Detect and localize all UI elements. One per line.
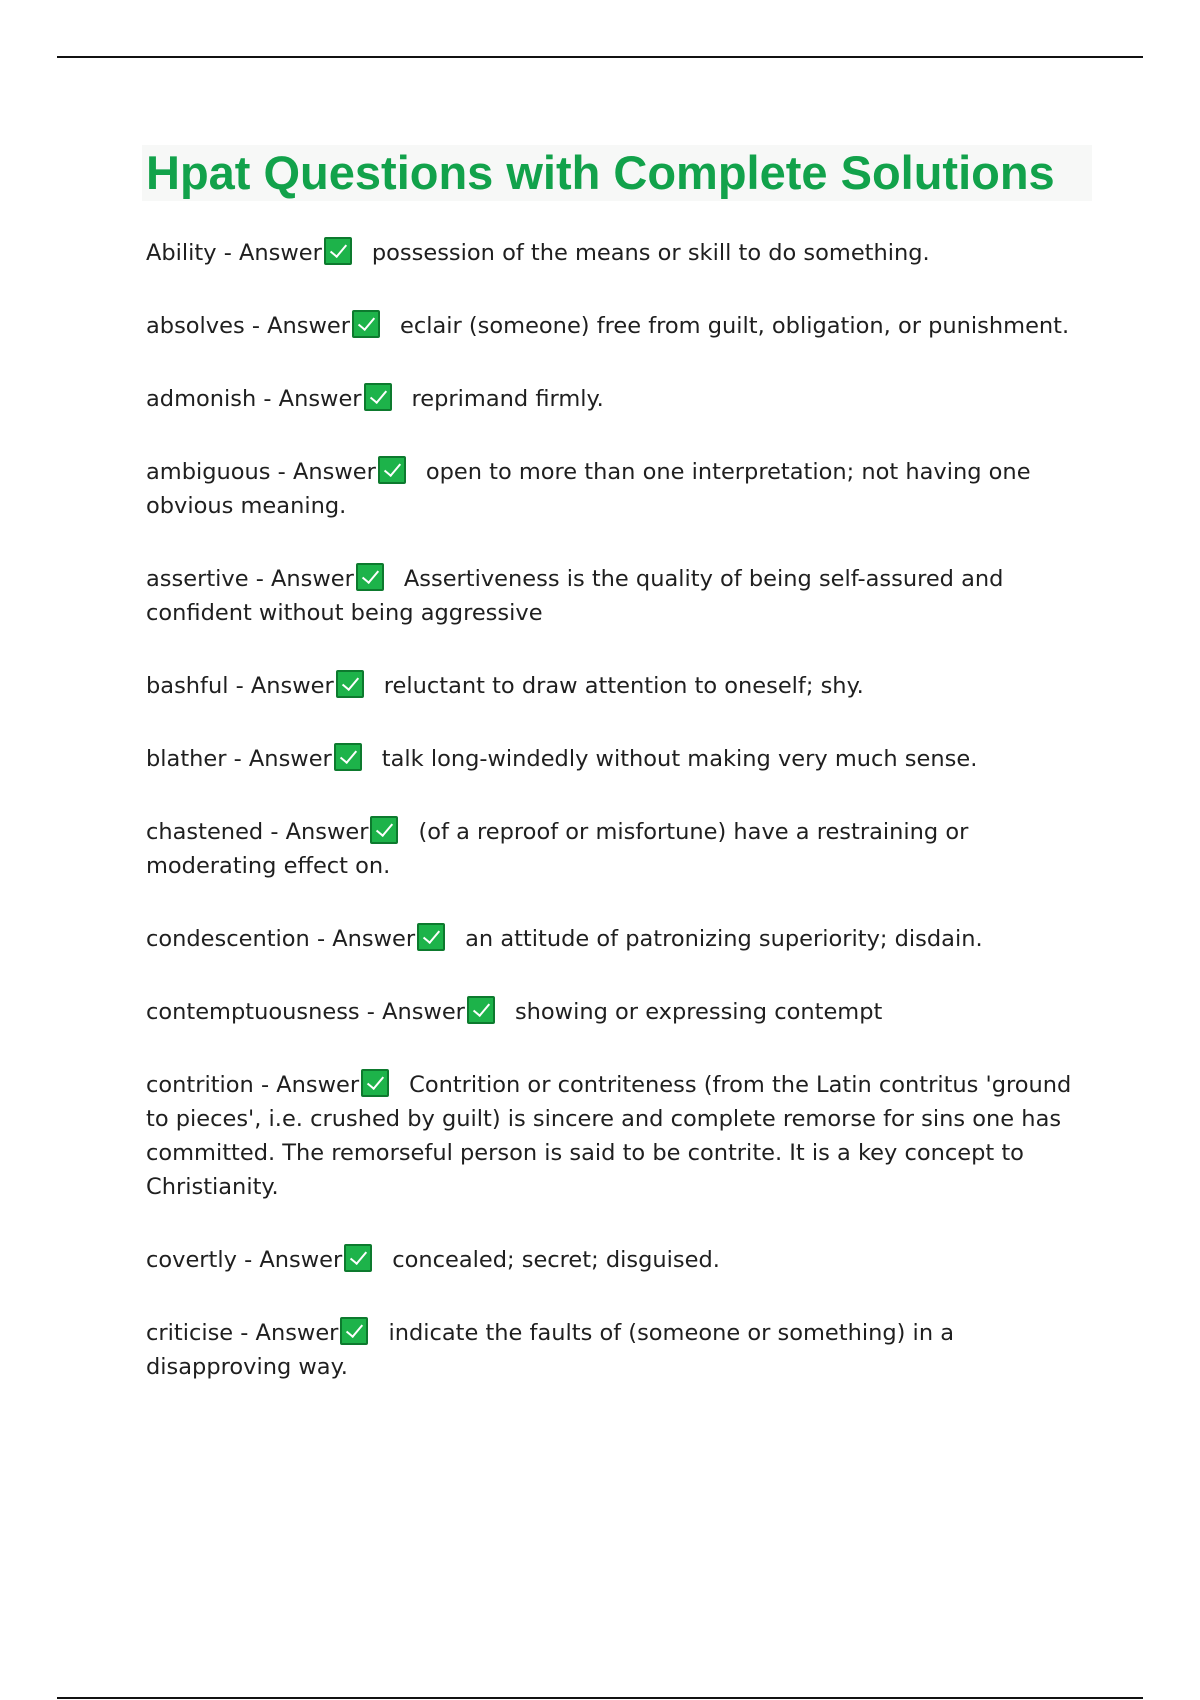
term-label: chastened - Answer (146, 819, 369, 845)
qa-entry (146, 922, 1096, 956)
check-icon (361, 1069, 389, 1097)
qa-entry (146, 1243, 1096, 1277)
term-label: ambiguous - Answer (146, 459, 376, 485)
check-icon (356, 563, 384, 591)
page-title: Hpat Questions with Complete Solutions (146, 146, 1055, 199)
term-label: covertly - Answer (146, 1247, 343, 1273)
term-label: Ability - Answer (146, 240, 322, 266)
check-icon (467, 996, 495, 1024)
term-label: criticise - Answer (146, 1320, 339, 1346)
qa-entry (146, 815, 1096, 883)
qa-entry (146, 455, 1096, 523)
definition: showing or expressing contempt (514, 999, 883, 1025)
definition: talk long-windedly without making very much sense. (381, 746, 978, 772)
qa-entry (146, 1316, 1096, 1384)
bottom-rule (57, 1697, 1143, 1699)
definition: reluctant to draw attention to oneself; shy. (383, 673, 864, 699)
check-icon (344, 1244, 372, 1272)
title-banner (142, 145, 1092, 201)
check-icon (417, 923, 445, 951)
qa-entry (146, 995, 1096, 1029)
qa-entry (146, 669, 1096, 703)
qa-entry (146, 309, 1096, 343)
check-icon (352, 310, 380, 338)
definition: Contrition or contriteness (from the Latin contritus 'ground to pieces', i.e. crushed by guilt) is sincere and complete remorse for sins one has committed. The remorseful person is said to be contrite. It is a key concept to Christianity. (146, 1072, 1072, 1200)
term-label: contrition - Answer (146, 1072, 360, 1098)
definition: possession of the means or skill to do something. (371, 240, 930, 266)
definition: an attitude of patronizing superiority; disdain. (465, 926, 983, 952)
check-icon (370, 816, 398, 844)
term-label: contemptuousness - Answer (146, 999, 465, 1025)
check-icon (364, 383, 392, 411)
qa-entry (146, 382, 1096, 416)
term-label: condescention - Answer (146, 926, 416, 952)
definition: indicate the faults of (someone or something) in a disapproving way. (146, 1320, 955, 1380)
definition: Assertiveness is the quality of being self-assured and confident without being aggressive (146, 566, 1004, 626)
qa-entry (146, 236, 1096, 270)
qa-list (146, 236, 1096, 1423)
check-icon (340, 1317, 368, 1345)
qa-entry (146, 1068, 1096, 1204)
definition: open to more than one interpretation; not having one obvious meaning. (146, 459, 1031, 519)
definition: reprimand firmly. (411, 386, 604, 412)
check-icon (336, 670, 364, 698)
term-label: absolves - Answer (146, 313, 350, 339)
term-label: bashful - Answer (146, 673, 334, 699)
check-icon (324, 237, 352, 265)
definition: concealed; secret; disguised. (392, 1247, 720, 1273)
check-icon (334, 743, 362, 771)
term-label: assertive - Answer (146, 566, 354, 592)
qa-entry (146, 562, 1096, 630)
definition: eclair (someone) free from guilt, obligation, or punishment. (399, 313, 1070, 339)
check-icon (378, 456, 406, 484)
term-label: admonish - Answer (146, 386, 362, 412)
qa-entry (146, 742, 1096, 776)
top-rule (57, 56, 1143, 58)
definition: (of a reproof or misfortune) have a restraining or moderating effect on. (146, 819, 969, 879)
term-label: blather - Answer (146, 746, 332, 772)
